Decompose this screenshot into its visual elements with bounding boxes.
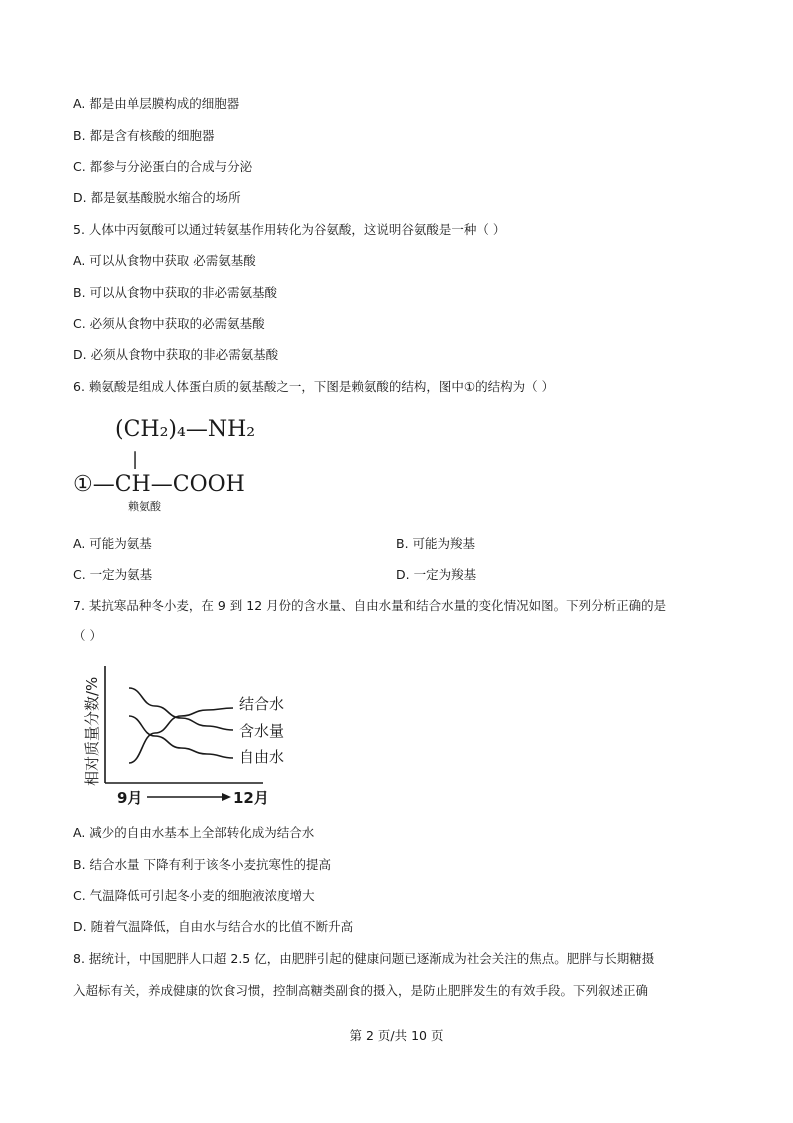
chart-x-start-label: 9月 — [117, 789, 143, 807]
q8-line1: 8. 据统计，中国肥胖人口超 2.5 亿，由肥胖引起的健康问题已逐渐成为社会关注的焦点。肥胖与长期糖摄 — [73, 951, 655, 966]
lysine-structure-diagram — [73, 412, 303, 517]
q7-option-c: C. 气温降低可引起冬小麦的细胞液浓度增大 — [73, 888, 315, 903]
structure-top-group: (CH₂)₄—NH₂ — [115, 417, 256, 442]
q4-option-b: B. 都是含有核酸的细胞器 — [73, 128, 215, 143]
q5-option-d: D. 必须从食物中获取的非必需氨基酸 — [73, 347, 279, 362]
q6-option-d: D. 一定为羧基 — [396, 567, 477, 582]
q6-option-a: A. 可能为氨基 — [73, 536, 152, 551]
structure-caption: 赖氨酸 — [128, 500, 161, 513]
q4-option-c: C. 都参与分泌蛋白的合成与分泌 — [73, 159, 253, 174]
q7-option-d: D. 随着气温降低，自由水与结合水的比值不断升高 — [73, 919, 354, 934]
q5-stem: 5. 人体中丙氨酸可以通过转氨基作用转化为谷氨酸，这说明谷氨酸是一种（ ） — [73, 222, 506, 237]
q4-option-a: A. 都是由单层膜构成的细胞器 — [73, 96, 240, 111]
water-content-chart — [73, 658, 303, 813]
page-footer: 第 2 页/共 10 页 — [349, 1028, 444, 1043]
q5-option-b: B. 可以从食物中获取的非必需氨基酸 — [73, 285, 278, 300]
q8-line2: 入超标有关，养成健康的饮食习惯，控制高糖类副食的摄入，是防止肥胖发生的有效手段。下列叙述正确 — [73, 983, 649, 998]
series-line-3 — [129, 716, 233, 758]
chart-ylabel: 相对质量分数/% — [83, 676, 101, 786]
q5-option-a: A. 可以从食物中获取 必需氨基酸 — [73, 253, 256, 268]
structure-main-chain: ①—CH—COOH — [73, 472, 245, 497]
q7-stem-line2: （ ） — [73, 628, 102, 643]
q7-stem-line1: 7. 某抗寒品种冬小麦，在 9 到 12 月份的含水量、自由水量和结合水量的变化情况如图。下列分析正确的是 — [73, 598, 667, 613]
q7-option-b: B. 结合水量 下降有利于该冬小麦抗寒性的提高 — [73, 857, 331, 872]
series-label-3: 自由水 — [239, 748, 285, 766]
chart-x-end-label: 12月 — [233, 789, 269, 807]
series-label-1: 结合水 — [239, 695, 285, 713]
chart-time-arrowhead — [222, 793, 231, 801]
series-label-2: 含水量 — [239, 722, 285, 740]
q6-option-c: C. 一定为氨基 — [73, 567, 153, 582]
q6-option-b: B. 可能为羧基 — [396, 536, 476, 551]
q7-option-a: A. 减少的自由水基本上全部转化成为结合水 — [73, 825, 315, 840]
q5-option-c: C. 必须从食物中获取的必需氨基酸 — [73, 316, 265, 331]
structure-vertical-bond: | — [132, 449, 139, 470]
q4-option-d: D. 都是氨基酸脱水缩合的场所 — [73, 190, 241, 205]
q6-stem: 6. 赖氨酸是组成人体蛋白质的氨基酸之一，下图是赖氨酸的结构，图中①的结构为（ ） — [73, 379, 555, 394]
